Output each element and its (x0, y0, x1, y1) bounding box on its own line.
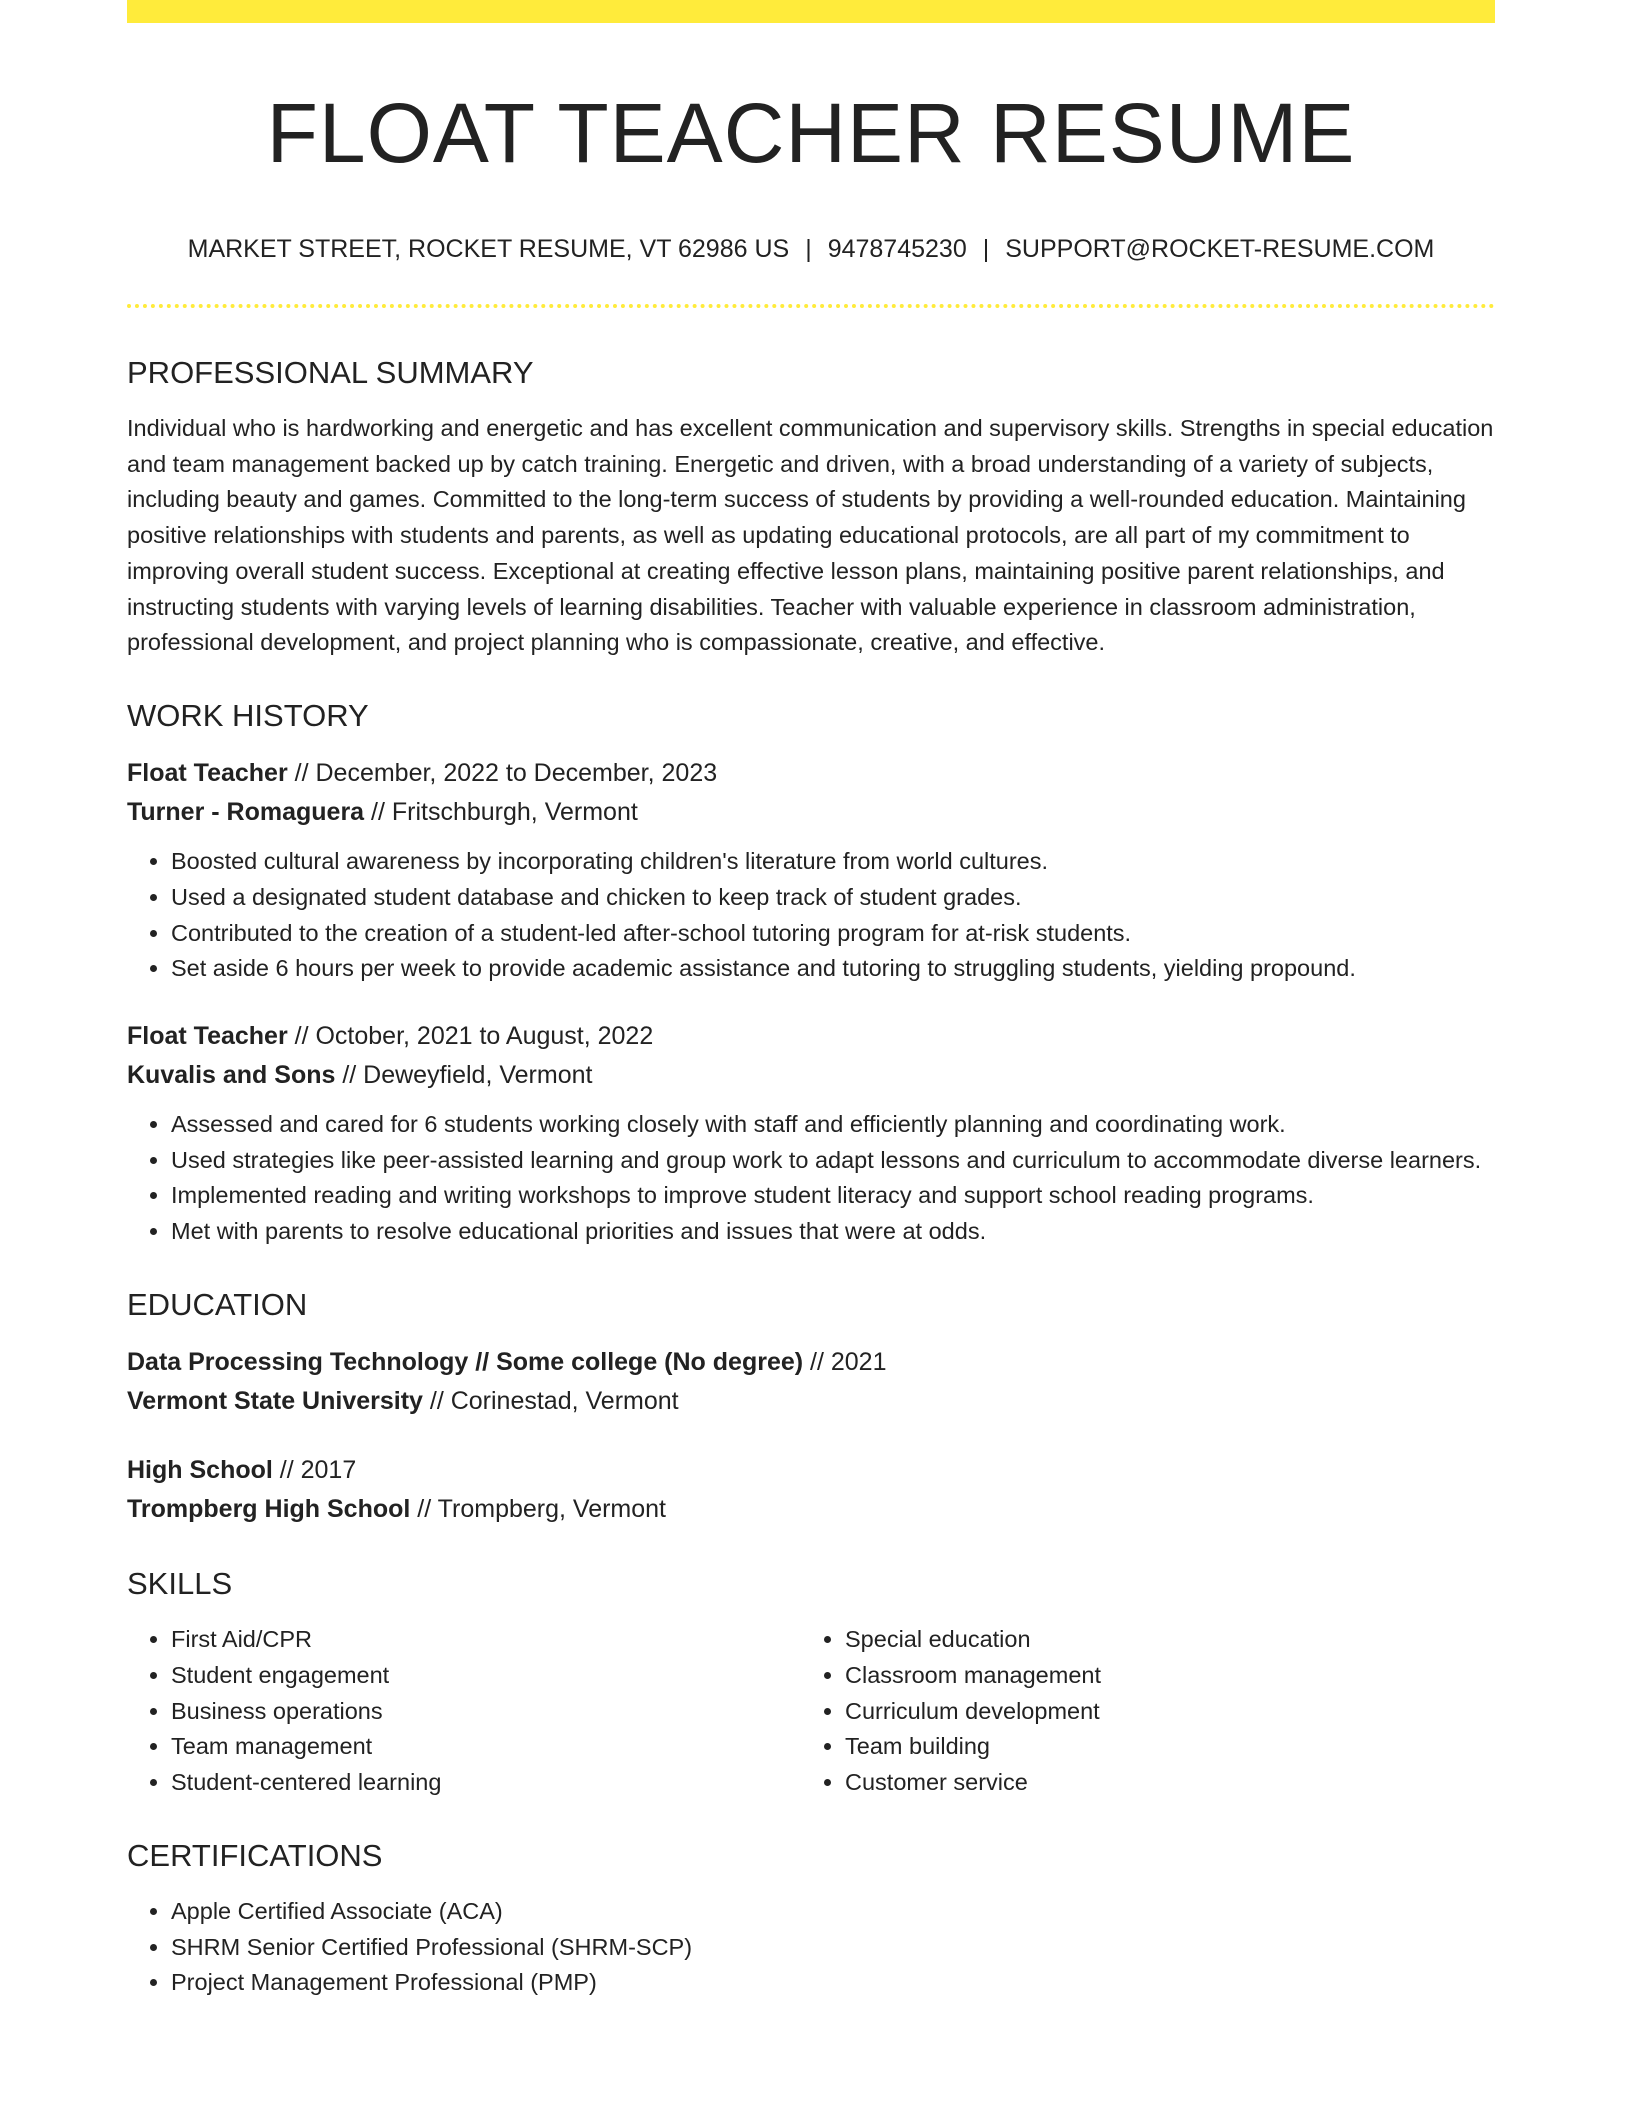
list-item: • Apple Certified Associate (ACA) (171, 1894, 1495, 1930)
list-item: • Used strategies like peer-assisted learning and group work to adapt lessons and curriculum to accommodate diverse learners. (171, 1143, 1495, 1179)
education-degree-line (127, 1343, 1495, 1382)
list-item: • Classroom management (845, 1658, 1475, 1694)
job-title: Float Teacher (127, 759, 288, 788)
skills-column-left (127, 1622, 801, 1801)
skills-list (127, 1622, 801, 1801)
resume-page (127, 0, 1495, 2001)
job-entry (127, 754, 1495, 987)
list-item: • Curriculum development (845, 1694, 1475, 1730)
contact-address: MARKET STREET, ROCKET RESUME, VT 62986 US (187, 234, 790, 263)
education-entry (127, 1343, 1495, 1421)
education-entry (127, 1451, 1495, 1529)
education-year: // 2017 (272, 1455, 357, 1484)
list-item: • Business operations (171, 1694, 801, 1730)
skills-section (127, 1565, 1495, 1801)
job-location: // Fritschburgh, Vermont (364, 798, 638, 827)
education-location: // Trompberg, Vermont (410, 1494, 667, 1523)
job-employer: Turner - Romaguera (127, 798, 365, 827)
job-employer: Kuvalis and Sons (127, 1060, 336, 1089)
education-degree-line (127, 1451, 1495, 1490)
list-item: • Implemented reading and writing workshops to improve student literacy and support school reading programs. (171, 1178, 1495, 1214)
job-bullets (127, 844, 1495, 987)
contact-separator: | (982, 234, 990, 263)
education-school-line (127, 1382, 1495, 1421)
certifications-heading: CERTIFICATIONS (127, 1837, 383, 1873)
list-item: • Met with parents to resolve educational priorities and issues that were at odds. (171, 1214, 1495, 1250)
education-school-line (127, 1490, 1495, 1529)
accent-top-bar (127, 0, 1495, 23)
job-bullets (127, 1107, 1495, 1250)
list-item: • Contributed to the creation of a student-led after-school tutoring program for at-risk students. (171, 916, 1495, 952)
education-year: // 2021 (803, 1347, 887, 1376)
certifications-list (127, 1894, 1495, 2001)
resume-title: FLOAT TEACHER RESUME (266, 86, 1356, 180)
education-degree: Data Processing Technology // Some college (No degree) (127, 1347, 804, 1376)
summary-section (127, 354, 1495, 661)
list-item: • Student-centered learning (171, 1765, 801, 1801)
list-item: • First Aid/CPR (171, 1622, 801, 1658)
certifications-section (127, 1837, 1495, 2001)
education-degree: High School (127, 1455, 273, 1484)
list-item: • Project Management Professional (PMP) (171, 1965, 1495, 2001)
dotted-divider (127, 304, 1495, 308)
contact-phone: 9478745230 (827, 234, 967, 263)
list-item: • Student engagement (171, 1658, 801, 1694)
job-employer-line (127, 1056, 1495, 1095)
skills-list (801, 1622, 1475, 1801)
list-item: • Team building (845, 1729, 1475, 1765)
skills-heading: SKILLS (127, 1565, 233, 1601)
job-title-line (127, 754, 1495, 793)
list-item: • Special education (845, 1622, 1475, 1658)
list-item: • SHRM Senior Certified Professional (SHRM-SCP) (171, 1930, 1495, 1966)
job-title: Float Teacher (127, 1021, 288, 1050)
contact-line (127, 234, 1495, 264)
work-history-section (127, 697, 1495, 1250)
job-employer-line (127, 793, 1495, 832)
summary-text: Individual who is hardworking and energetic and has excellent communication and supervisory skills. Strengths in special education and team management backed up by catch training. Energetic and driven, with a broad understanding of a variety of subjects, including beauty and games. Committed to the long-term success of students by providing a well-rounded education. Maintaining positive relationships with students and parents, as well as updating educational protocols, are all part of my commitment to improving overall student success. Exceptional at creating effective lesson plans, maintaining positive parent relationships, and instructing students with varying levels of learning disabilities. Teacher with valuable experience in classroom administration, professional development, and project planning who is compassionate, creative, and effective. (127, 414, 1494, 656)
job-title-line (127, 1017, 1495, 1056)
job-dates: // October, 2021 to August, 2022 (287, 1021, 654, 1050)
skills-column-right (801, 1622, 1475, 1801)
list-item: • Customer service (845, 1765, 1475, 1801)
work-history-heading: WORK HISTORY (127, 697, 369, 733)
summary-heading: PROFESSIONAL SUMMARY (127, 354, 534, 390)
list-item: • Boosted cultural awareness by incorporating children's literature from world cultures. (171, 844, 1495, 880)
contact-separator: | (805, 234, 812, 263)
job-entry (127, 1017, 1495, 1250)
education-school: Vermont State University (127, 1386, 423, 1415)
education-school: Trompberg High School (127, 1494, 411, 1523)
job-location: // Deweyfield, Vermont (335, 1060, 593, 1089)
education-location: // Corinestad, Vermont (422, 1386, 679, 1415)
list-item: • Assessed and cared for 6 students working closely with staff and efficiently planning and coordinating work. (171, 1107, 1495, 1143)
contact-email: SUPPORT@ROCKET-RESUME.COM (1005, 234, 1435, 263)
skills-columns (127, 1622, 1495, 1801)
list-item: • Team management (171, 1729, 801, 1765)
list-item: • Set aside 6 hours per week to provide academic assistance and tutoring to struggling students, yielding propound. (171, 951, 1495, 987)
education-section (127, 1286, 1495, 1529)
list-item: • Used a designated student database and chicken to keep track of student grades. (171, 880, 1495, 916)
job-dates: // December, 2022 to December, 2023 (287, 759, 718, 788)
education-heading: EDUCATION (127, 1286, 308, 1322)
